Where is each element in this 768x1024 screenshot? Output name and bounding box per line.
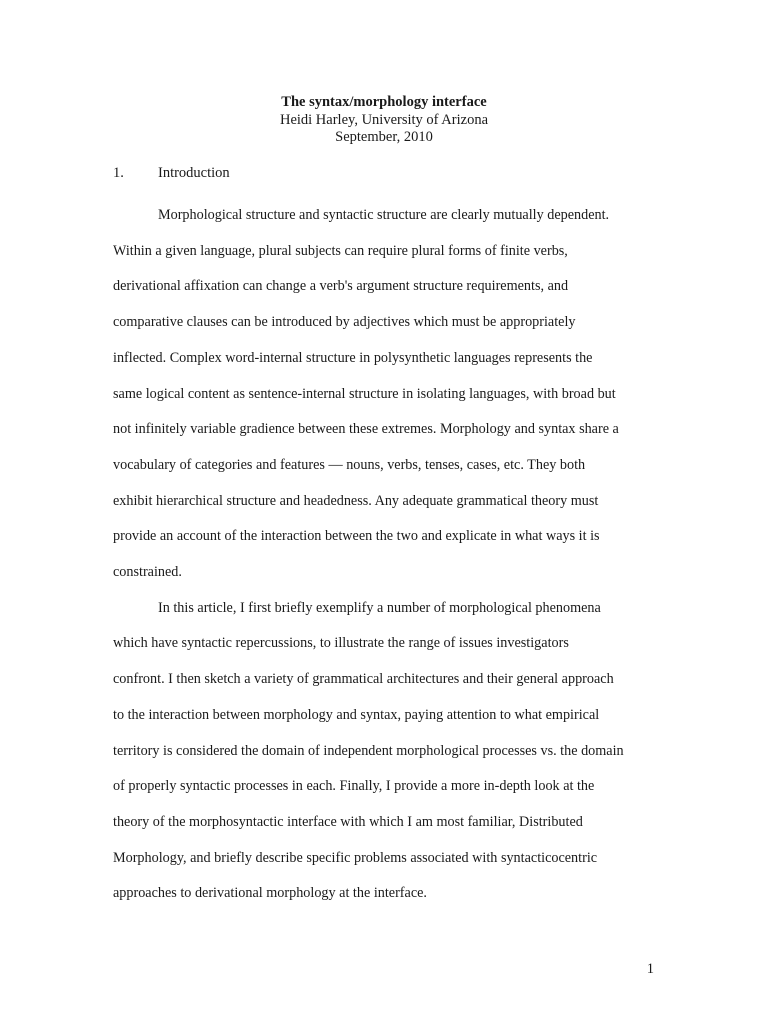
text-line: confront. I then sketch a variety of grammatical architectures and their general approach [113,671,614,688]
document-title: The syntax/morphology interface [281,94,487,110]
text-line: theory of the morphosyntactic interface with which I am most familiar, Distributed [113,813,583,830]
text-line: to the interaction between morphology and syntax, paying attention to what empirical [113,706,600,723]
section-heading [113,164,230,182]
section-title: Introduction [158,165,230,181]
text-line: not infinitely variable gradience between these extremes. Morphology and syntax share a [113,421,619,438]
text-line: provide an account of the interaction between the two and explicate in what ways it is [113,528,600,545]
text-line: Morphology, and briefly describe specific problems associated with syntacticocentric [113,849,598,866]
text-line: approaches to derivational morphology at the interface. [113,885,427,902]
paragraph-2 [113,591,658,912]
text-line: exhibit hierarchical structure and headedness. Any adequate grammatical theory must [113,492,599,509]
text-line: comparative clauses can be introduced by adjectives which must be appropriately [113,314,576,331]
text-line: constrained. [113,564,182,581]
document-header [0,94,768,147]
text-line: same logical content as sentence-internal structure in isolating languages, with broad but [113,385,616,402]
text-line: inflected. Complex word-internal structure in polysynthetic languages represents the [113,349,593,366]
text-line: Morphological structure and syntactic structure are clearly mutually dependent. [158,207,610,223]
text-line: territory is considered the domain of independent morphological processes vs. the domain [113,742,624,759]
text-line: of properly syntactic processes in each. Finally, I provide a more in-depth look at the [113,778,595,795]
text-line: Within a given language, plural subjects can require plural forms of finite verbs, [113,242,568,259]
text-line: In this article, I first briefly exemplify a number of morphological phenomena [158,599,601,616]
paragraph-1 [113,198,658,591]
text-line: vocabulary of categories and features — nouns, verbs, tenses, cases, etc. They both [113,456,586,473]
body-text [113,198,658,912]
text-line: which have syntactic repercussions, to illustrate the range of issues investigators [113,635,569,652]
text-line: derivational affixation can change a verb's argument structure requirements, and [113,278,569,295]
section-number: 1. [113,165,124,181]
document-date: September, 2010 [335,129,433,145]
document-author: Heidi Harley, University of Arizona [279,111,489,128]
page-number: 1 [646,961,654,977]
